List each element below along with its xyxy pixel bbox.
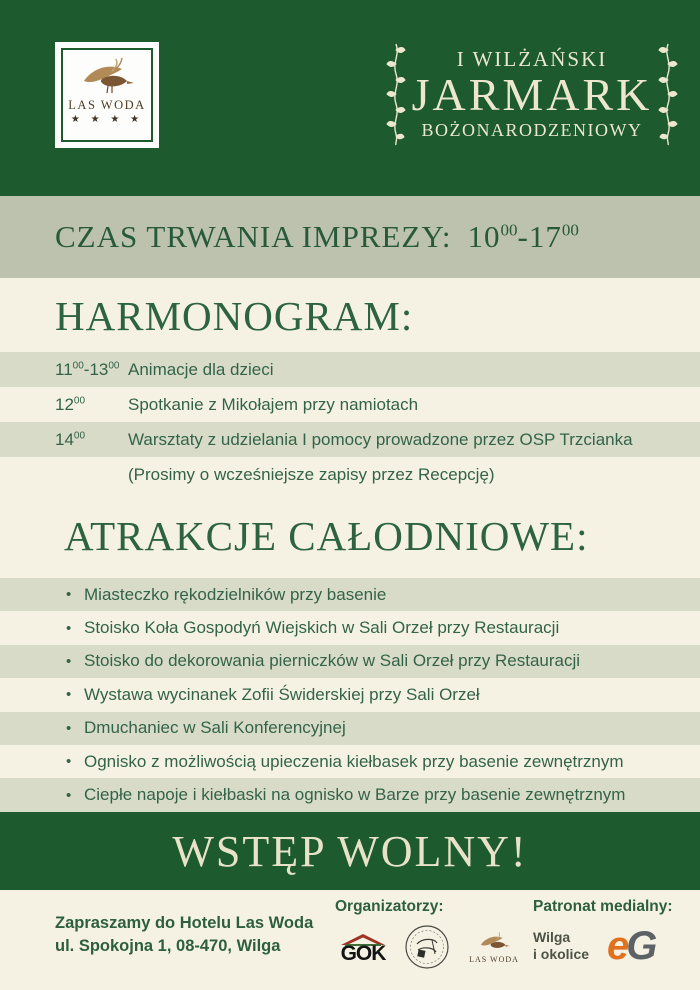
schedule-heading: HARMONOGRAM: — [55, 293, 414, 339]
attraction-text: Dmuchaniec w Sali Konferencyjnej — [84, 718, 346, 738]
schedule-row — [0, 422, 700, 457]
schedule-time: $14^{00}$ — [55, 429, 86, 449]
title-line3: BOŻONARODZENIOWY — [421, 120, 643, 141]
bullet-icon: • — [66, 652, 72, 670]
attraction-text: Stoisko do dekorowania pierniczków w Sali Orzeł przy Restauracji — [84, 651, 581, 671]
free-entry-band — [0, 812, 700, 890]
attraction-text: Miasteczko rękodzielników przy basenie — [84, 584, 387, 604]
patronage-logos — [533, 926, 673, 966]
schedule-row — [0, 387, 700, 422]
footer — [0, 890, 700, 990]
bird-icon — [78, 55, 136, 97]
title-line1: I WILŻAŃSKI — [456, 46, 608, 71]
las-woda-mini-label: LAS WODA — [469, 955, 519, 964]
floral-vine-ornament-left — [386, 42, 406, 146]
hotel-address — [55, 912, 313, 958]
schedule-time: $12^{00}$ — [55, 394, 86, 414]
attractions-heading: ATRAKCJE CAŁODNIOWE: — [64, 513, 589, 559]
attraction-item — [0, 745, 700, 778]
attraction-item — [0, 778, 700, 811]
bird-icon-small — [477, 930, 511, 954]
gok-logo — [335, 932, 391, 965]
wilga-i-okolice-label: Wilga i okolice — [533, 929, 590, 962]
schedule-description: Spotkanie z Mikołajem przy namiotach — [128, 394, 419, 414]
attraction-text: Wystawa wycinanek Zofii Świderskiej przy Sali Orzeł — [84, 684, 480, 704]
address-line2: ul. Spokojna 1, 08-470, Wilga — [55, 937, 281, 955]
bullet-icon: • — [66, 686, 72, 704]
duration-time: $10^{00}-17^{00}$ — [467, 219, 579, 254]
schedule-description: Warsztaty z udzielania I pomocy prowadzone przez OSP Trzcianka — [128, 429, 633, 449]
duration-text — [55, 196, 579, 278]
attraction-text: Ciepłe napoje i kiełbaski na ognisko w Barze przy basenie zewnętrznym — [84, 785, 626, 805]
logo-name: LAS WODA — [68, 98, 146, 112]
schedule-description: Animacje dla dzieci — [128, 359, 274, 379]
main-content — [0, 278, 700, 812]
floral-vine-ornament-right — [658, 42, 678, 146]
schedule-row — [0, 352, 700, 387]
header-banner — [0, 0, 700, 196]
attraction-item — [0, 712, 700, 745]
bullet-icon: • — [66, 586, 72, 604]
attraction-text: Ognisko z możliwością upieczenia kiełbasek przy basenie zewnętrznym — [84, 751, 624, 771]
gok-label: GOK — [340, 942, 386, 965]
organizers-section — [335, 898, 525, 970]
attraction-text: Stoisko Koła Gospodyń Wiejskich w Sali Orzeł przy Restauracji — [84, 618, 560, 638]
patronage-section — [533, 898, 673, 966]
duration-band — [0, 196, 700, 278]
las-woda-logo — [55, 42, 159, 148]
organizer-logos — [335, 924, 525, 970]
attractions-list — [0, 578, 700, 812]
event-title — [383, 36, 681, 152]
attraction-item — [0, 578, 700, 611]
schedule-time: $11^{00}-13^{00}$ — [55, 359, 120, 379]
round-stamp-logo — [404, 924, 450, 970]
free-entry-text: WSTĘP WOLNY! — [172, 826, 528, 876]
organizers-heading: Organizatorzy: — [335, 898, 444, 915]
bullet-icon: • — [66, 719, 72, 737]
bullet-icon: • — [66, 786, 72, 804]
eg-logo: eG — [607, 924, 658, 968]
schedule-list — [0, 352, 700, 492]
duration-label: CZAS TRWANIA IMPREZY: — [55, 219, 452, 254]
logo-stars: ★ ★ ★ ★ — [70, 114, 144, 125]
schedule-row — [0, 457, 700, 492]
title-line2: JARMARK — [411, 68, 653, 120]
patronage-heading: Patronat medialny: — [533, 898, 673, 915]
attraction-item — [0, 678, 700, 711]
bullet-icon: • — [66, 753, 72, 771]
address-line1: Zapraszamy do Hotelu Las Woda — [55, 914, 314, 932]
bullet-icon: • — [66, 619, 72, 637]
las-woda-mini-logo — [463, 930, 525, 964]
attraction-item — [0, 645, 700, 678]
event-title-text — [412, 47, 653, 142]
attraction-item — [0, 611, 700, 644]
schedule-description: (Prosimy o wcześniejsze zapisy przez Recepcję) — [128, 464, 495, 484]
